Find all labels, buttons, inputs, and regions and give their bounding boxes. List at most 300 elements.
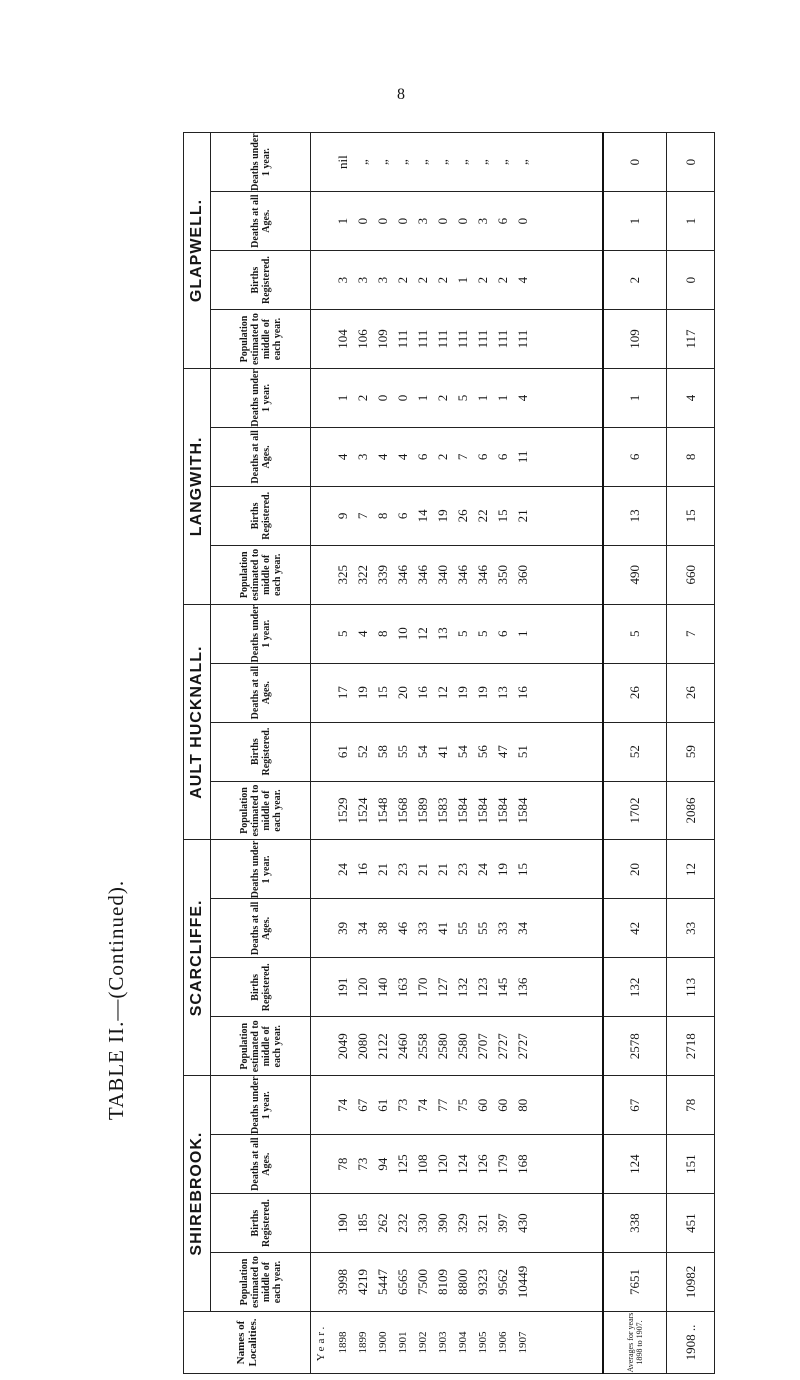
data-value: 6 (395, 512, 410, 520)
data-value: 2 (435, 394, 450, 402)
statistics-table-container (183, 132, 715, 1374)
data-value: 0 (395, 217, 410, 225)
data-value: „ (355, 159, 370, 165)
data-value: 346 (395, 565, 410, 585)
data-value: 124 (455, 1154, 470, 1174)
average-value: 6 (603, 427, 667, 486)
column-header: Births Registered. (211, 958, 311, 1017)
data-column-cell (311, 369, 603, 428)
data-value: „ (375, 159, 390, 165)
data-value: 1589 (415, 797, 430, 824)
column-header: Deaths at all Ages. (211, 1135, 311, 1194)
column-header: Births Registered. (211, 251, 311, 310)
averages-row (603, 133, 667, 1374)
data-value: 22 (475, 509, 490, 523)
data-value: 55 (475, 921, 490, 935)
data-column-cell (311, 486, 603, 545)
data-value: 321 (475, 1213, 490, 1233)
data-value: 2 (415, 276, 430, 284)
data-value: 1584 (495, 797, 510, 824)
data-value: 33 (415, 921, 430, 935)
data-value: 8 (375, 630, 390, 637)
average-value: 26 (603, 663, 667, 722)
data-value: 8800 (455, 1269, 470, 1296)
value-1908: 59 (667, 722, 715, 781)
data-value: 34 (355, 921, 370, 935)
data-value: 325 (335, 565, 350, 585)
data-value: 16 (515, 686, 530, 700)
data-value: 21 (415, 862, 430, 876)
data-value: 350 (495, 565, 510, 585)
district-name: AULT HUCKNALL. (184, 604, 211, 840)
data-value: 55 (395, 745, 410, 759)
year-label: 1904 (457, 1331, 469, 1354)
average-value: 338 (603, 1194, 667, 1253)
year-label: 1900 (377, 1331, 389, 1354)
data-value: 106 (355, 329, 370, 349)
column-header: Births Registered. (211, 722, 311, 781)
data-value: 0 (395, 394, 410, 402)
column-header: Population estimated to middle of each year. (211, 1253, 311, 1312)
data-value: 125 (395, 1154, 410, 1174)
data-value: 14 (415, 509, 430, 523)
column-header: Deaths under 1 year. (211, 133, 311, 192)
value-1908: 151 (667, 1135, 715, 1194)
data-value: 56 (475, 745, 490, 759)
data-value: 340 (435, 565, 450, 585)
data-value: 19 (435, 509, 450, 523)
data-value: 1529 (335, 797, 350, 824)
average-value: 20 (603, 840, 667, 899)
data-value: 120 (355, 977, 370, 998)
column-header: Deaths at all Ages. (211, 663, 311, 722)
average-value: 2578 (603, 1017, 667, 1076)
data-value: 136 (515, 977, 530, 998)
data-value: 140 (375, 977, 390, 998)
data-value: 13 (435, 627, 450, 641)
data-value: 3998 (335, 1269, 350, 1296)
names-of-localities-header: Names of Localities. (184, 1312, 311, 1374)
data-value: 329 (455, 1213, 470, 1233)
data-value: 185 (355, 1213, 370, 1233)
year-label: 1898 (337, 1331, 349, 1354)
data-value: 4 (335, 453, 350, 461)
data-value: 191 (335, 977, 350, 998)
data-value: 1584 (455, 797, 470, 824)
average-value: 1702 (603, 781, 667, 840)
data-value: 61 (335, 745, 350, 759)
value-1908: 4 (667, 369, 715, 428)
year-label: 1903 (437, 1331, 449, 1354)
year-label: 1906 (497, 1331, 509, 1354)
data-value: 9 (335, 512, 350, 520)
data-value: 5 (455, 630, 470, 637)
data-value: 12 (415, 627, 430, 641)
column-header: Population estimated to middle of each year. (211, 781, 311, 840)
district-name: SCARCLIFFE. (184, 840, 211, 1076)
data-value: 7 (355, 512, 370, 520)
data-value: „ (435, 159, 450, 165)
page-number: 8 (397, 86, 405, 103)
data-value: 0 (515, 217, 530, 225)
data-value: 397 (495, 1213, 510, 1233)
data-value: 2 (475, 276, 490, 284)
data-value: 11 (515, 450, 530, 464)
district-header-row (184, 133, 211, 1374)
data-value: 12 (435, 686, 450, 700)
data-value: 3 (335, 276, 350, 284)
data-value: 58 (375, 745, 390, 759)
value-1908: 113 (667, 958, 715, 1017)
data-value: 1 (335, 217, 350, 225)
district-name: SHIREBROOK. (184, 1076, 211, 1312)
district-name: LANGWITH. (184, 369, 211, 605)
data-value: 77 (435, 1098, 450, 1112)
data-value: 2 (435, 276, 450, 284)
data-value: 111 (515, 329, 530, 349)
data-value: 346 (415, 565, 430, 585)
data-value: 2580 (455, 1033, 470, 1060)
data-value: 1 (475, 394, 490, 402)
value-1908: 15 (667, 486, 715, 545)
data-value: 2707 (475, 1033, 490, 1060)
data-value: 2080 (355, 1033, 370, 1060)
data-value: 9323 (475, 1269, 490, 1296)
data-value: 1 (335, 394, 350, 402)
data-value: 15 (495, 509, 510, 523)
value-1908: 8 (667, 427, 715, 486)
data-value: 346 (475, 565, 490, 585)
data-value: „ (455, 159, 470, 165)
data-value: 3 (355, 276, 370, 284)
data-value: 111 (435, 329, 450, 349)
value-1908: 7 (667, 604, 715, 663)
column-header: Births Registered. (211, 486, 311, 545)
data-column-cell (311, 192, 603, 251)
data-value: 9562 (495, 1269, 510, 1296)
data-value: 38 (375, 921, 390, 935)
data-value: 15 (515, 862, 530, 876)
data-value: 2580 (435, 1033, 450, 1060)
data-value: 1 (515, 630, 530, 637)
average-value: 42 (603, 899, 667, 958)
data-value: 1 (455, 276, 470, 284)
data-value: 10449 (515, 1265, 530, 1299)
vital-statistics-table (183, 132, 715, 1374)
data-column-cell (311, 1076, 603, 1135)
data-value: 1568 (395, 797, 410, 824)
data-value: 4 (355, 630, 370, 637)
data-value: 262 (375, 1213, 390, 1233)
data-value: 163 (395, 977, 410, 998)
data-value: 0 (435, 217, 450, 225)
data-value: 127 (435, 977, 450, 998)
average-value: 67 (603, 1076, 667, 1135)
average-value: 490 (603, 545, 667, 604)
data-value: 109 (375, 329, 390, 349)
data-value: 51 (515, 745, 530, 759)
average-value: 132 (603, 958, 667, 1017)
data-value: 67 (355, 1098, 370, 1112)
data-value: 111 (495, 329, 510, 349)
year-label: 1901 (397, 1331, 409, 1354)
data-value: 108 (415, 1154, 430, 1174)
data-value: „ (495, 159, 510, 165)
data-value: 75 (455, 1098, 470, 1112)
value-1908: 12 (667, 840, 715, 899)
data-column-cell (311, 545, 603, 604)
data-value: 6 (495, 630, 510, 637)
yearly-data-row (311, 133, 603, 1374)
data-column-cell (311, 840, 603, 899)
data-value: 6 (415, 453, 430, 461)
data-value: 322 (355, 565, 370, 585)
value-1908: 117 (667, 310, 715, 369)
year-list-cell (311, 1312, 603, 1374)
data-value: 2 (395, 276, 410, 284)
data-value: 111 (415, 329, 430, 349)
data-value: 73 (355, 1157, 370, 1171)
average-value: 13 (603, 486, 667, 545)
data-value: 39 (335, 921, 350, 935)
data-value: 7500 (415, 1269, 430, 1296)
data-value: 23 (455, 862, 470, 876)
value-1908: 78 (667, 1076, 715, 1135)
data-value: 430 (515, 1213, 530, 1233)
data-value: 15 (375, 686, 390, 700)
data-value: 2 (435, 453, 450, 461)
data-value: 73 (395, 1098, 410, 1112)
data-column-cell (311, 958, 603, 1017)
average-value: 5 (603, 604, 667, 663)
data-value: 54 (415, 745, 430, 759)
value-1908: 2718 (667, 1017, 715, 1076)
data-value: 4 (375, 453, 390, 461)
data-value: 0 (455, 217, 470, 225)
data-value: 390 (435, 1213, 450, 1233)
data-value: 1584 (475, 797, 490, 824)
data-value: 6 (475, 453, 490, 461)
data-value: 123 (475, 977, 490, 998)
data-value: „ (515, 159, 530, 165)
data-value: 6565 (395, 1269, 410, 1296)
data-value: 19 (495, 862, 510, 876)
data-value: 0 (375, 217, 390, 225)
average-value: 1 (603, 192, 667, 251)
data-value: 6 (495, 217, 510, 225)
data-value: 6 (495, 453, 510, 461)
data-value: 10 (395, 627, 410, 641)
year-header: Year. (315, 1323, 327, 1362)
data-value: 111 (395, 329, 410, 349)
data-value: 60 (475, 1098, 490, 1112)
year-list (333, 1312, 533, 1373)
value-1908: 0 (667, 251, 715, 310)
data-value: 2049 (335, 1033, 350, 1060)
data-column-cell (311, 1253, 603, 1312)
data-value: 60 (495, 1098, 510, 1112)
data-value: 232 (395, 1213, 410, 1233)
data-value: „ (415, 159, 430, 165)
data-value: 339 (375, 565, 390, 585)
data-value: 3 (415, 217, 430, 225)
year-label: 1907 (517, 1331, 529, 1354)
data-column-cell (311, 1135, 603, 1194)
average-value: 124 (603, 1135, 667, 1194)
data-value: 111 (475, 329, 490, 349)
column-header: Population estimated to middle of each year. (211, 310, 311, 369)
data-column-cell (311, 1194, 603, 1253)
data-value: 190 (335, 1213, 350, 1233)
data-value: 21 (515, 509, 530, 523)
data-value: 1 (415, 394, 430, 402)
data-value: 26 (455, 509, 470, 523)
data-value: 24 (475, 862, 490, 876)
data-value: 52 (355, 745, 370, 759)
data-column-cell (311, 722, 603, 781)
average-value: 1 (603, 369, 667, 428)
data-value: 126 (475, 1154, 490, 1174)
column-header: Deaths at all Ages. (211, 192, 311, 251)
data-value: 2122 (375, 1033, 390, 1060)
data-value: 1548 (375, 797, 390, 824)
data-value: 360 (515, 565, 530, 585)
data-value: 1 (495, 394, 510, 402)
data-value: 19 (455, 686, 470, 700)
data-column-cell (311, 781, 603, 840)
column-header: Population estimated to middle of each year. (211, 1017, 311, 1076)
data-column-cell (311, 310, 603, 369)
data-value: 94 (375, 1157, 390, 1171)
data-value: 55 (455, 921, 470, 935)
year-1908-label: 1908 .. (667, 1312, 715, 1374)
value-1908: 2086 (667, 781, 715, 840)
data-value: 111 (455, 329, 470, 349)
data-value: 2 (495, 276, 510, 284)
data-value: 78 (335, 1157, 350, 1171)
column-header: Births Registered. (211, 1194, 311, 1253)
year-label: 1899 (357, 1331, 369, 1354)
value-1908: 0 (667, 133, 715, 192)
data-value: 61 (375, 1098, 390, 1112)
data-value: 33 (495, 921, 510, 935)
column-header: Deaths under 1 year. (211, 840, 311, 899)
data-value: 2558 (415, 1033, 430, 1060)
data-value: 80 (515, 1098, 530, 1112)
data-value: 145 (495, 977, 510, 998)
data-column-cell (311, 1017, 603, 1076)
data-value: 23 (395, 862, 410, 876)
column-header: Population estimated to middle of each year. (211, 545, 311, 604)
data-column-cell (311, 663, 603, 722)
data-value: 5 (335, 630, 350, 637)
data-value: 8109 (435, 1269, 450, 1296)
data-value: nil (335, 155, 350, 169)
column-header: Deaths under 1 year. (211, 1076, 311, 1135)
data-column-cell (311, 899, 603, 958)
data-value: 330 (415, 1213, 430, 1233)
data-value: 19 (475, 686, 490, 700)
data-value: 2460 (395, 1033, 410, 1060)
table-title: TABLE II.—(Continued). (104, 879, 128, 1121)
data-value: 4 (515, 276, 530, 284)
average-value: 52 (603, 722, 667, 781)
data-value: 346 (455, 565, 470, 585)
data-value: 16 (415, 686, 430, 700)
column-header: Deaths under 1 year. (211, 604, 311, 663)
data-value: 0 (355, 217, 370, 225)
data-value: 4 (395, 453, 410, 461)
data-value: 34 (515, 921, 530, 935)
data-value: 20 (395, 686, 410, 700)
data-value: 21 (435, 862, 450, 876)
data-value: 5 (475, 630, 490, 637)
data-value: 46 (395, 921, 410, 935)
data-value: 21 (375, 862, 390, 876)
data-value: 24 (335, 862, 350, 876)
data-value: 54 (455, 745, 470, 759)
data-value: 104 (335, 329, 350, 349)
data-value: 3 (355, 453, 370, 461)
data-value: 0 (375, 394, 390, 402)
data-column-cell (311, 604, 603, 663)
data-value: 1524 (355, 797, 370, 824)
data-value: 168 (515, 1154, 530, 1174)
average-value: 0 (603, 133, 667, 192)
value-1908: 451 (667, 1194, 715, 1253)
data-value: 2 (355, 394, 370, 402)
value-1908: 660 (667, 545, 715, 604)
column-header-row (211, 133, 311, 1374)
data-value: 5 (455, 394, 470, 402)
data-column-cell (311, 133, 603, 192)
column-header: Deaths under 1 year. (211, 369, 311, 428)
data-value: 1583 (435, 797, 450, 824)
data-value: 132 (455, 977, 470, 998)
value-1908: 33 (667, 899, 715, 958)
data-value: 17 (335, 686, 350, 700)
average-value: 109 (603, 310, 667, 369)
data-value: 170 (415, 977, 430, 998)
data-value: 4219 (355, 1269, 370, 1296)
year-label: 1902 (417, 1331, 429, 1354)
average-value: 7651 (603, 1253, 667, 1312)
data-value: 1584 (515, 797, 530, 824)
data-value: 3 (375, 276, 390, 284)
column-header: Deaths at all Ages. (211, 427, 311, 486)
data-value: 47 (495, 745, 510, 759)
data-value: 2727 (515, 1033, 530, 1060)
value-1908: 1 (667, 192, 715, 251)
column-header: Deaths at all Ages. (211, 899, 311, 958)
data-value: 41 (435, 745, 450, 759)
averages-label: Averages for years 1898 to 1907. (603, 1312, 667, 1374)
data-value: 179 (495, 1154, 510, 1174)
data-value: 41 (435, 921, 450, 935)
data-value: 5447 (375, 1269, 390, 1296)
value-1908: 10982 (667, 1253, 715, 1312)
data-value: 13 (495, 686, 510, 700)
data-column-cell (311, 427, 603, 486)
data-value: 7 (455, 453, 470, 461)
data-value: 4 (515, 394, 530, 402)
data-column-cell (311, 251, 603, 310)
value-1908: 26 (667, 663, 715, 722)
data-value: „ (395, 159, 410, 165)
district-name: GLAPWELL. (184, 133, 211, 369)
year-label: 1905 (477, 1331, 489, 1354)
data-value: 19 (355, 686, 370, 700)
